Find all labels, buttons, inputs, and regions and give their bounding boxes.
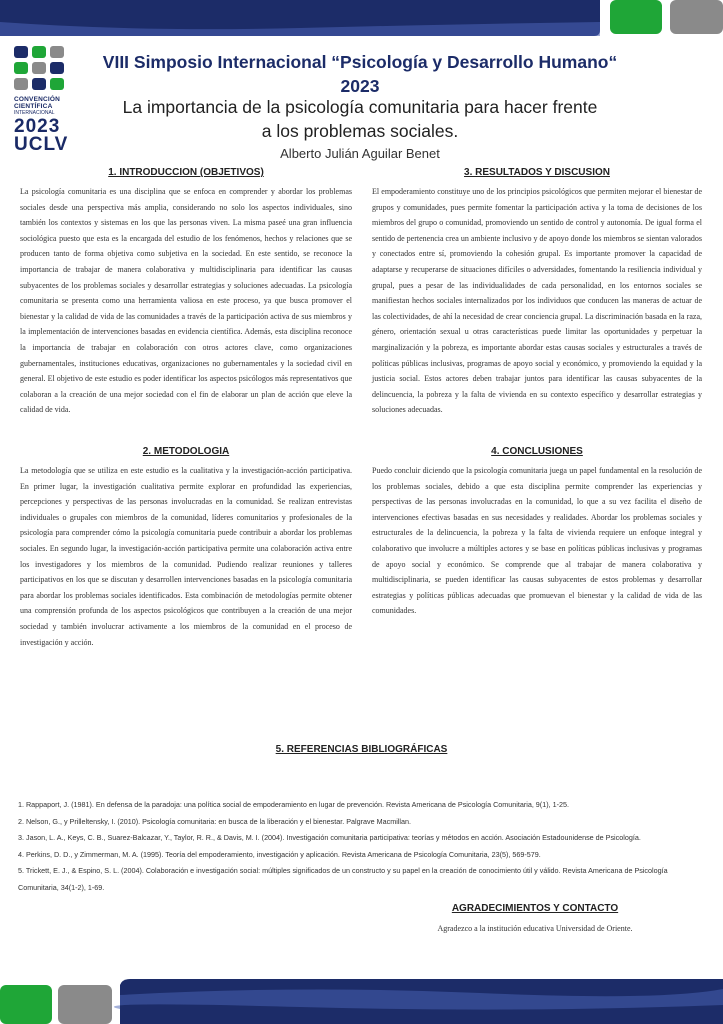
bottom-banner-gray-block [58,985,112,1024]
poster-title [90,95,630,143]
section-text-resultados: El empoderamiento constituye uno de los principios psicológicos que permiten mejorar el bienestar de grupos y comunidades, pues permite fomentar la participación activa y la toma de decisiones de los miembros del grupo o comunidad, promoviendo un sentido de control y autonomía. De igual forma el sentido de pertenencia crea un ambiente inclusivo y de apoyo donde los miembros se sientan valorados y conectados entre sí, promoviendo la cohesión grupal. Es importante promover la capacidad de adaptarse y recuperarse de situaciones difíciles o adversidades, fomentando la resiliencia individual y grupal, pues a pesar de las individualidades de cada personalidad, en los entornos sociales se manifiestan hechos sociales internalizados por los individuos que conducen las maneras de actuar de las colectividades, de ahí la necesidad de crear conciencia grupal. La discriminación basada en la raza, género, orientación sexual u otras características puede limitar las oportunidades y perpetuar la marginalización y la pobreza, es importante abordar estas causas sociales y estructurales a través de políticas públicas inclusivas, programas de apoyo social y económico, y promoviendo la equidad y la justicia social. Estos actores deben trabajar juntos para identificar las causas subyacentes de la delincuencia, la pobreza y la falta de vivienda en su contexto específico y desarrollar estrategias y soluciones adecuadas. [372,187,702,415]
reference-item: 4. Perkins, D. D., y Zimmerman, M. A. (1995). Teoría del empoderamiento, investigación y aplicación. Revista Americana de Psicología Comunitaria, 23(5), 569-579. [18,849,541,859]
convention-logo [14,46,74,156]
logo-wordmark [14,96,80,154]
references-list [18,797,708,896]
section-text-conclusiones: Puedo concluir diciendo que la psicología comunitaria juega un papel fundamental en la resolución de los problemas sociales, debido a que esta disciplina permite comprender las experiencias y perspectivas de las personas involucradas en la comunidad, lo que a su vez facilita el diseño de intervenciones efectivas basadas en sus necesidades y realidades. Abordar los problemas sociales y estructurales de la delincuencia, la pobreza y la falta de vivienda requiere un enfoque integral y colaborativo que involucre a múltiples actores y se base en políticas públicas inclusivas y programas de apoyo social y económico. Se comprende que al trabajar de manera colaborativa y multidisciplinaria, se pueden identificar las causas subyacentes de estos problemas y desarrollar estrategias y políticas públicas adecuadas que promuevan el bienestar y la calidad de vida de las comunidades. [372,466,702,616]
top-banner-gray-block [670,0,723,34]
event-title-line2: 2023 [340,76,380,96]
bottom-banner-green-block [0,985,52,1024]
poster-title-line2: a los problemas sociales. [261,121,459,141]
reference-item: 1. Rappaport, J. (1981). En defensa de la paradoja: una política social de empoderamiento en lugar de prevención. Revista Americana de Psicología Comunitaria, 9(1), 1-25. [18,800,569,809]
logo-line-convencion: CONVENCIÓN [14,96,61,103]
section-title-agradecimientos: AGRADECIMIENTOS Y CONTACTO [451,903,619,914]
reference-item: 3. Jason, L. A., Keys, C. B., Suarez-Balcazar, Y., Taylor, R. R., & Davis, M. I. (2004). Investigación comunitaria participativa: teorías y métodos en acción. Asociación Estadounidense de Psicología. [18,833,641,842]
section-title-referencias: 5. REFERENCIAS BIBLIOGRÁFICAS [275,744,448,755]
section-text-metodologia: La metodología que se utiliza en este estudio es la cualitativa y la investigación-acción participativa. En primer lugar, la investigación cualitativa permite explorar en profundidad las experiencias, percepciones y perspectivas de las personas involucradas en la comunidad. Se realizan entrevistas individuales o grupales con miembros de la comunidad, líderes comunitarios y profesionales de la psicología para comprender cómo la psicología comunitaria puede contribuir a abordar los problemas sociales. En segundo lugar, la investigación-acción participativa permite una colaboración activa entre los investigadores y los miembros de la comunidad. Pudiendo realizar reuniones y talleres participativos en los que se discutan y desarrollen intervenciones basadas en la psicología comunitaria para abordar los problemas sociales identificados. Esta combinación de metodologías permite obtener una comprensión profunda de los aspectos psicológicos que contribuyen a la creación de una mejor sociedad y también involucrar activamente a los miembros de la comunidad en el proceso de investigación y acción. [20,466,352,647]
acknowledgements-text: Agradezco a la institución educativa Universidad de Oriente. [437,924,633,933]
bottom-banner [0,975,723,1024]
logo-org: UCLV [14,134,69,155]
event-title [90,50,630,98]
poster-title-line1: La importancia de la psicología comunitaria para hacer frente [122,97,598,117]
logo-line-cientifica: CIENTÍFICA [14,103,53,110]
logo-line-internacional: INTERNACIONAL [14,110,55,116]
section-text-introduccion: La psicología comunitaria es una disciplina que se enfoca en comprender y abordar los problemas sociales desde una perspectiva más amplia, considerando no solo los aspectos individuales, sino también los contextos y sistemas en los que las personas viven. La misma paseé una gran influencia sociológica puesto que esta es la encargada del estudio de los fenómenos, hechos y relaciones que se producen tanto de forma objetiva como subjetiva en la sociedad. En este sentido, se reconoce la importancia de trabajar de manera colaborativa y multidisciplinaria para identificar las causas subyacentes de los problemas sociales y desarrollar estrategias y soluciones adecuadas. La psicología comunitaria se presenta como una herramienta valiosa en este proceso, ya que busca promover el bienestar y la calidad de vida de las comunidades a través de la participación activa de sus miembros y la implementación de intervenciones basadas en evidencia científica. Además, esta disciplina reconoce la importancia de trabajar en colaboración con otros actores clave, como organizaciones gubernamentales, instituciones educativas, organizaciones no gubernamentales y la sociedad civil en general. El objetivo de este estudio es poder identificar los aspectos psicólogos más representativos que colaboran a la creación de una mejor sociedad con el fin de elaborar un plan de acción que eleve la calidad de vida. [20,187,352,415]
logo-year: 2023 [14,116,61,137]
section-title-metodologia: 2. METODOLOGIA [142,446,230,457]
section-title-resultados: 3. RESULTADOS Y DISCUSION [464,167,610,178]
reference-item: 5. Trickett, E. J., & Espino, S. L. (2004). Colaboración e investigación social: múltiples significados de un constructo y su papel en la creación de conocimiento útil y válido. Revista Americana de Psicología Comunitaria, 34(1-2), 1-69. [18,866,668,892]
logo-blocks-icon [14,46,66,92]
top-banner [0,0,723,40]
section-title-conclusiones: 4. CONCLUSIONES [491,446,583,457]
section-title-introduccion: 1. INTRODUCCION (OBJETIVOS) [108,167,264,178]
author-name: Alberto Julián Aguilar Benet [280,146,440,161]
event-title-line1: VIII Simposio Internacional “Psicología y Desarrollo Humano“ [102,52,618,72]
top-banner-green-block [610,0,662,34]
reference-item: 2. Nelson, G., y Prilleltensky, I. (2010). Psicología comunitaria: en busca de la liberación y el bienestar. Palgrave Macmillan. [18,816,411,826]
